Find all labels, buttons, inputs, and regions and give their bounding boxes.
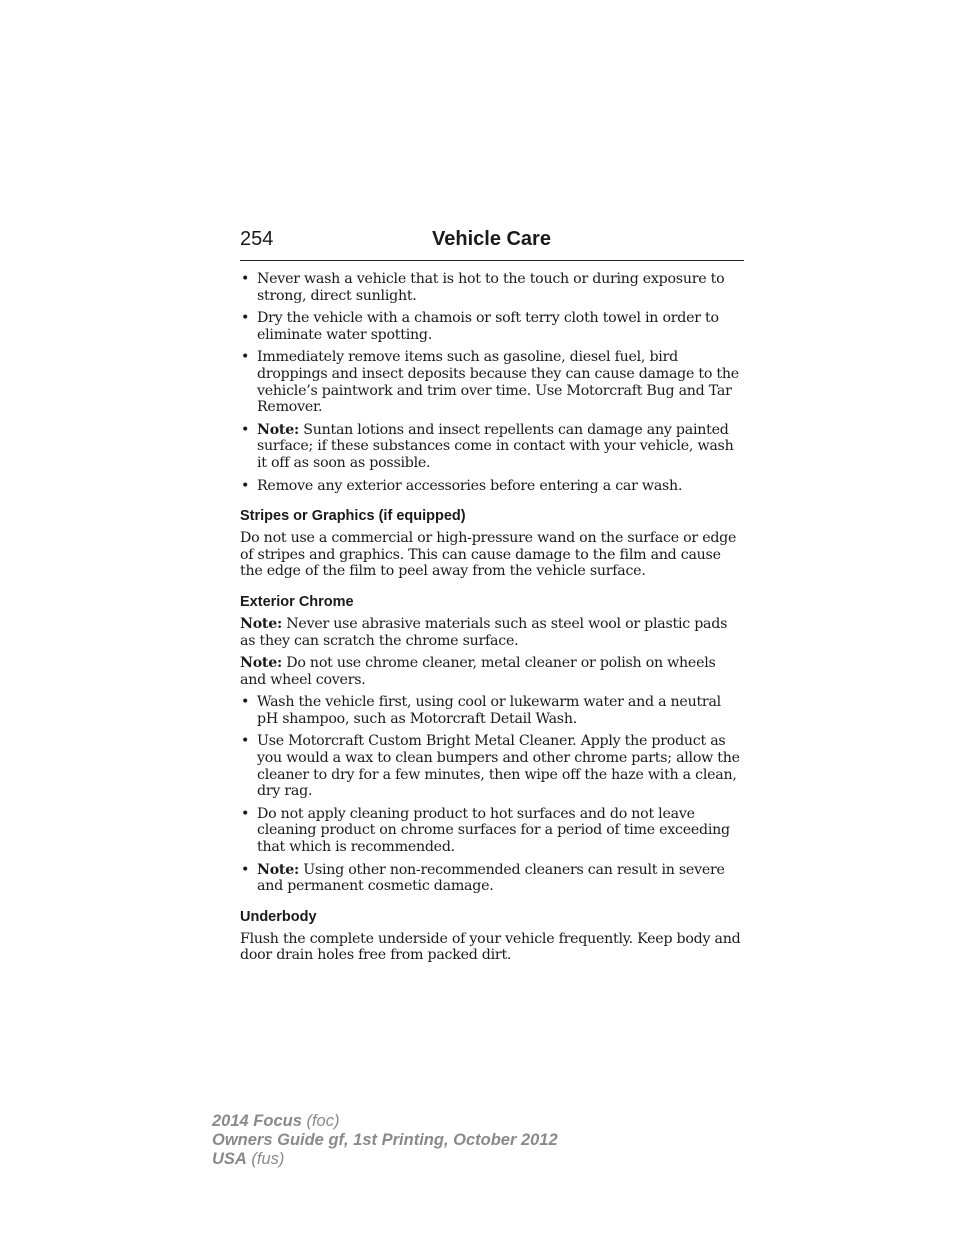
chrome-care-list	[240, 694, 744, 895]
page-number: 254	[240, 228, 274, 250]
page-content	[240, 271, 744, 964]
list-item: • Dry the vehicle with a chamois or soft terry cloth towel in order to eliminate water spotting.	[240, 310, 744, 343]
note-label: Note:	[257, 421, 299, 438]
underbody-heading: Underbody	[240, 908, 317, 925]
note-label: Note:	[240, 655, 282, 672]
list-item: • Note: Using other non-recommended cleaners can result in severe and permanent cosmetic damage.	[240, 862, 744, 895]
list-item: • Immediately remove items such as gasoline, diesel fuel, bird droppings and insect deposits because they can cause damage to the vehicle’s paintwork and trim over time. Use Motorcraft Bug and Tar Remover.	[240, 349, 744, 415]
page-header	[240, 228, 744, 261]
manual-page	[240, 228, 744, 970]
page-footer	[212, 1112, 558, 1169]
footer-line-market: USA (fus)	[212, 1150, 285, 1168]
list-item: • Never wash a vehicle that is hot to the touch or during exposure to strong, direct sunlight.	[240, 271, 744, 304]
list-item: • Remove any exterior accessories before entering a car wash.	[240, 478, 744, 495]
note-label: Note:	[257, 861, 299, 878]
stripes-heading: Stripes or Graphics (if equipped)	[240, 508, 466, 525]
section-title: Vehicle Care	[432, 228, 551, 250]
washing-tips-list	[240, 271, 744, 494]
list-item: • Do not apply cleaning product to hot surfaces and do not leave cleaning product on chrome surfaces for a period of time exceeding that which is recommended.	[240, 806, 744, 856]
stripes-paragraph: Do not use a commercial or high-pressure wand on the surface or edge of stripes and graphics. This can cause damage to the film and cause the edge of the film to peel away from the vehicle surface.	[240, 530, 737, 580]
chrome-note-2: Note: Do not use chrome cleaner, metal cleaner or polish on wheels and wheel covers.	[240, 655, 716, 688]
list-item: • Wash the vehicle first, using cool or lukewarm water and a neutral pH shampoo, such as Motorcraft Detail Wash.	[240, 694, 744, 727]
underbody-paragraph: Flush the complete underside of your vehicle frequently. Keep body and door drain holes free from packed dirt.	[240, 930, 741, 964]
chrome-note-1: Note: Never use abrasive materials such as steel wool or plastic pads as they can scratch the chrome surface.	[240, 615, 728, 649]
footer-line-model: 2014 Focus (foc)	[212, 1112, 340, 1130]
note-label: Note:	[240, 615, 282, 632]
footer-line-printing: Owners Guide gf, 1st Printing, October 2012	[212, 1131, 558, 1149]
list-item: • Note: Suntan lotions and insect repellents can damage any painted surface; if these substances come in contact with your vehicle, wash it off as soon as possible.	[240, 422, 744, 472]
list-item: • Use Motorcraft Custom Bright Metal Cleaner. Apply the product as you would a wax to clean bumpers and other chrome parts; allow the cleaner to dry for a few minutes, then wipe off the haze with a clean, dry rag.	[240, 733, 744, 799]
exterior-chrome-heading: Exterior Chrome	[240, 593, 354, 610]
